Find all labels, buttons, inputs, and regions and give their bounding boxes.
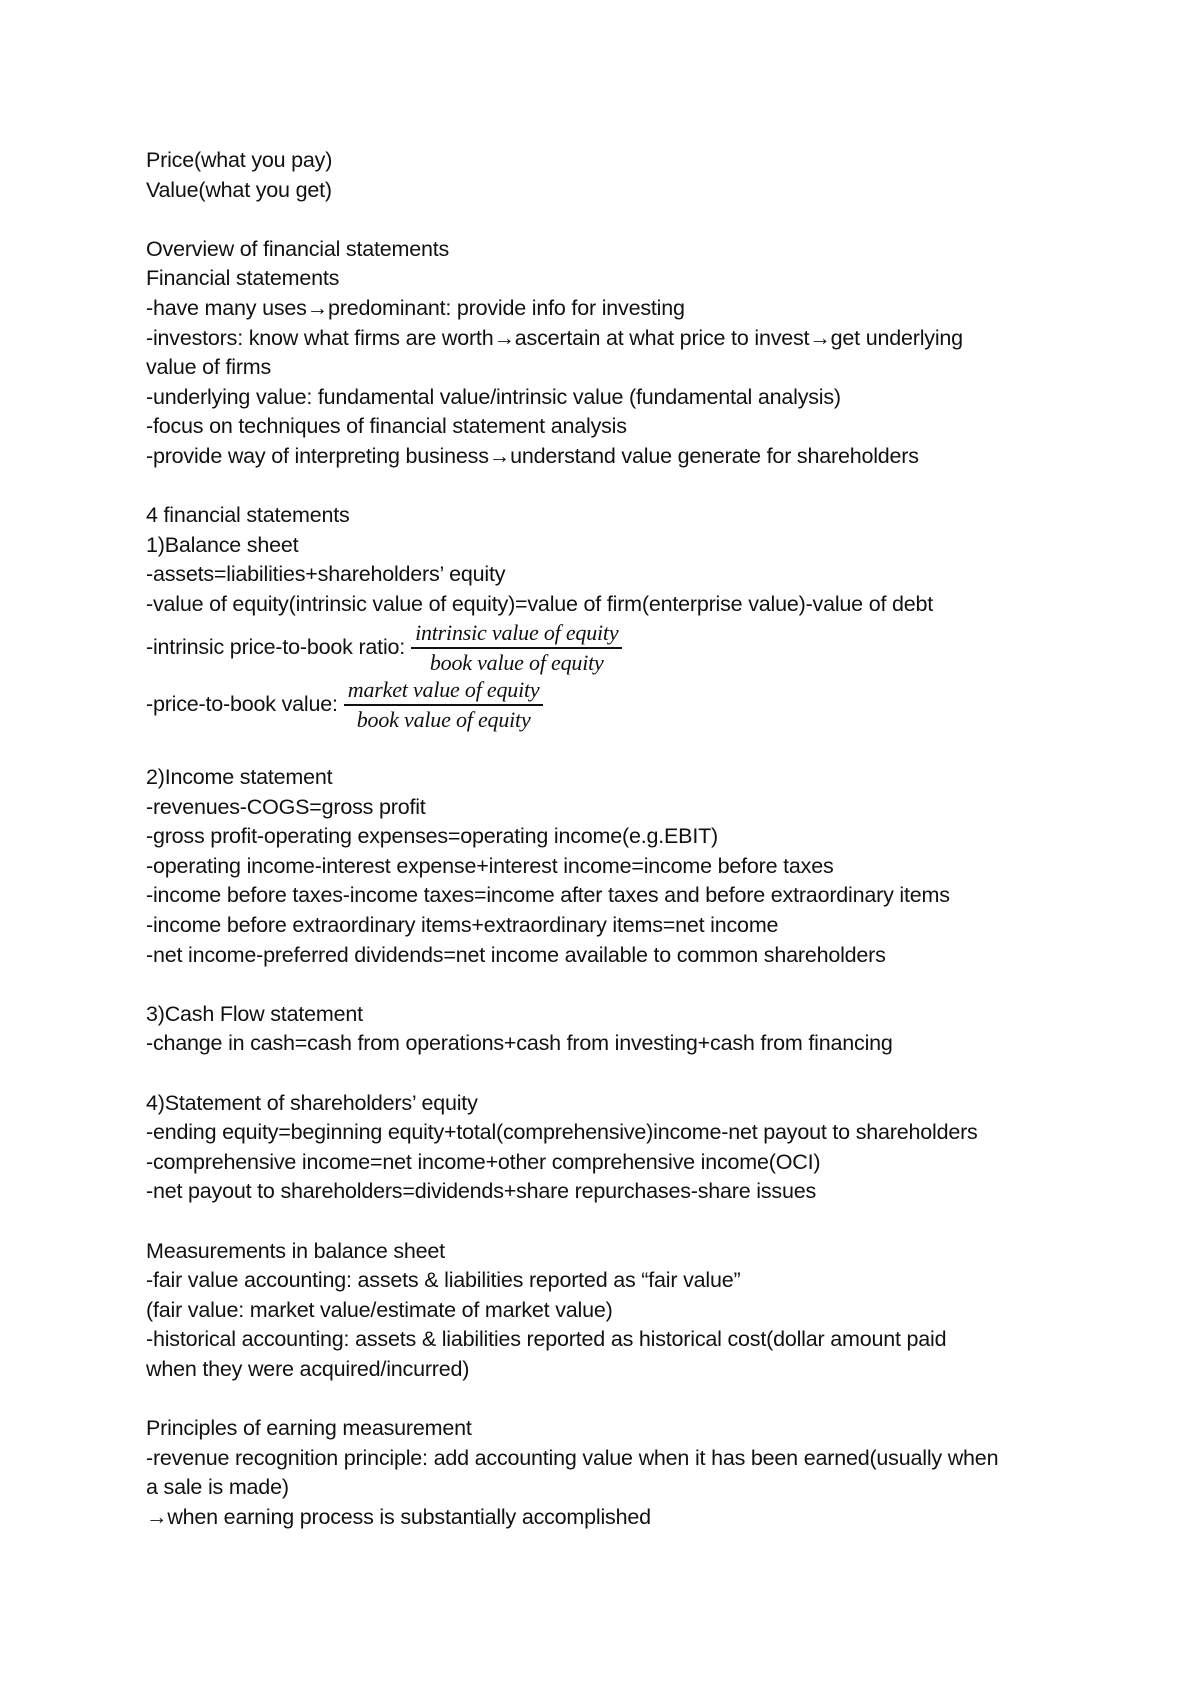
blank-line [146,970,1086,1000]
bullet-line: -assets=liabilities+shareholders’ equity [146,562,506,587]
text-fragment: ascertain at what price to invest [514,325,810,350]
text-line: Price(what you pay) [146,148,333,172]
subheading: 3)Cash Flow statement [146,1001,363,1026]
fraction-numerator: market value of equity [344,677,544,706]
bullet-line: -operating income-interest expense+interest income=income before taxes [146,853,834,878]
bullet-line: -revenues-COGS=gross profit [146,794,426,819]
subheading: 2)Income statement [146,765,333,790]
bullet-line: -focus on techniques of financial statement analysis [146,414,627,439]
fraction-denominator: book value of equity [429,650,604,675]
formula-label: -price-to-book value: [146,692,338,717]
text-line: when they were acquired/incurred) [146,1356,470,1381]
blank-line [146,472,1086,502]
blank-line [146,734,1086,764]
text-fragment: -have many uses [146,295,307,320]
bullet-line: -change in cash=cash from operations+cash from investing+cash from financing [146,1031,893,1056]
arrow-icon: → [493,325,515,350]
blank-line [146,1207,1086,1237]
text-fragment: when earning process is substantially accomplished [167,1504,651,1529]
text-line: value of firms [146,355,272,380]
subheading: 1)Balance sheet [146,532,299,557]
section-heading: Overview of financial statements [146,236,450,261]
text-fragment: understand value generate for shareholders [510,443,919,468]
bullet-line: -income before taxes-income taxes=income after taxes and before extraordinary items [146,883,950,908]
arrow-icon: → [306,295,329,320]
section-heading: 4 financial statements [146,503,350,528]
text-fragment: get underlying [830,325,963,350]
section-heading: Measurements in balance sheet [146,1238,445,1263]
text-line: Value(what you get) [146,177,332,202]
formula-line [146,677,1086,734]
subheading: 4)Statement of shareholders’ equity [146,1090,478,1115]
text-line: (fair value: market value/estimate of market value) [146,1297,613,1322]
bullet-line: -historical accounting: assets & liabilities reported as historical cost(dollar amount paid [146,1327,947,1352]
bullet-line: -ending equity=beginning equity+total(comprehensive)income-net payout to shareholders [146,1120,978,1145]
blank-line [146,205,1086,235]
bullet-line: -net payout to shareholders=dividends+share repurchases-share issues [146,1179,817,1204]
section-heading: Principles of earning measurement [146,1416,472,1441]
fraction-numerator: intrinsic value of equity [411,620,622,649]
bullet-line: -comprehensive income=net income+other comprehensive income(OCI) [146,1149,821,1174]
bullet-line: -gross profit-operating expenses=operating income(e.g.EBIT) [146,824,718,849]
text-fragment: -investors: know what firms are worth [146,325,494,350]
subheading: Financial statements [146,266,340,291]
fraction-denominator: book value of equity [356,707,531,732]
bullet-line [146,294,1086,324]
fraction [344,677,544,733]
text-line: a sale is made) [146,1475,289,1500]
arrow-icon: → [488,443,511,468]
bullet-line: -fair value accounting: assets & liabilities reported as “fair value” [146,1268,741,1293]
arrow-icon: → [809,325,831,350]
bullet-line: -underlying value: fundamental value/intrinsic value (fundamental analysis) [146,384,841,409]
bullet-line: -income before extraordinary items+extraordinary items=net income [146,913,779,938]
fraction [411,620,622,676]
bullet-line [146,442,1086,472]
blank-line [146,1059,1086,1089]
formula-label: -intrinsic price-to-book ratio: [146,635,406,660]
bullet-line: -net income-preferred dividends=net income available to common shareholders [146,942,886,967]
text-fragment: predominant: provide info for investing [328,295,685,320]
bullet-line: -revenue recognition principle: add accounting value when it has been earned(usually when [146,1445,999,1470]
bullet-line [146,1503,1086,1533]
bullet-line: -value of equity(intrinsic value of equity)=value of firm(enterprise value)-value of debt [146,591,934,616]
arrow-icon: → [146,1504,168,1529]
blank-line [146,1385,1086,1415]
document-body [146,146,1086,1533]
bullet-line [146,324,1086,354]
text-fragment: -provide way of interpreting business [146,443,489,468]
formula-line [146,620,1086,677]
